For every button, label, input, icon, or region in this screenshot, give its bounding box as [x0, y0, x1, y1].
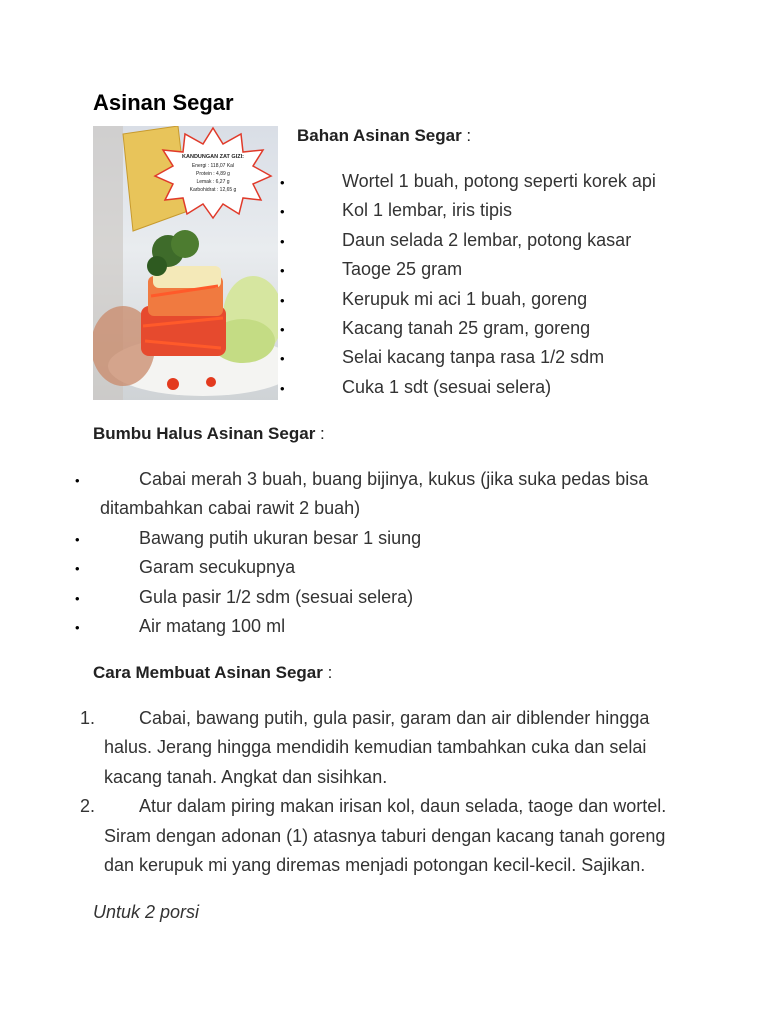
bahan-heading	[297, 126, 471, 146]
list-item-text: Gula pasir 1/2 sdm (sesuai selera)	[139, 586, 414, 607]
list-item-text: Air matang 100 ml	[139, 616, 286, 637]
step-item	[75, 792, 685, 880]
list-item	[75, 583, 675, 612]
list-item: • Kol 1 lembar, iris tipis	[280, 196, 700, 225]
list-item	[75, 612, 675, 641]
portion-note: Untuk 2 porsi	[93, 902, 200, 922]
cara-heading-text: Cara Membuat Asinan Segar	[93, 663, 323, 682]
list-item	[75, 553, 675, 582]
badge-line: Energi : 118,07 Kal	[191, 163, 235, 169]
badge-line: Protein : 4,89 g	[196, 171, 230, 177]
list-item: • Taoge 25 gram	[280, 255, 700, 284]
step-text: Cabai, bawang putih, gula pasir, garam dan air diblender hingga halus. Jerang hingga mendidih kemudian tambahkan cuka dan selai kacang tanah. Angkat dan sisihkan.	[104, 708, 650, 787]
bumbu-list	[75, 465, 675, 641]
badge-line: Lemak : 6,27 g	[196, 179, 230, 185]
badge-line: Karbohidrat : 12,65 g	[189, 187, 237, 193]
list-item: • Selai kacang tanpa rasa 1/2 sdm	[280, 343, 700, 372]
list-item	[75, 524, 675, 553]
ingredient-list	[280, 167, 700, 402]
list-item: • Cuka 1 sdt (sesuai selera)	[280, 373, 700, 402]
bahan-heading-text: Bahan Asinan Segar	[297, 126, 462, 145]
list-item-text: Bawang putih ukuran besar 1 siung	[139, 527, 422, 548]
bumbu-heading-colon: :	[315, 424, 325, 443]
badge-heading: KANDUNGAN ZAT GIZI:	[182, 154, 244, 160]
list-item: • Kerupuk mi aci 1 buah, goreng	[280, 285, 700, 314]
bumbu-heading	[93, 424, 325, 444]
bumbu-heading-text: Bumbu Halus Asinan Segar	[93, 424, 316, 443]
step-text: Atur dalam piring makan irisan kol, daun selada, taoge dan wortel. Siram dengan adonan (1) atasnya taburi dengan kacang tanah goreng dan kerupuk mi yang diremas menjadi potongan kecil-kecil. Sajikan.	[104, 796, 667, 876]
cara-heading	[93, 663, 332, 683]
step-item	[75, 704, 685, 792]
list-item-text: Garam secukupnya	[139, 557, 296, 578]
list-item-text: Cabai merah 3 buah, buang bijinya, kukus (jika suka pedas bisa ditambahkan cabai rawit 2 buah)	[100, 469, 649, 519]
bahan-heading-colon: :	[461, 126, 472, 145]
recipe-title: Asinan Segar	[93, 90, 234, 115]
steps-list	[75, 704, 685, 880]
list-item	[75, 465, 675, 524]
cara-heading-colon: :	[322, 663, 333, 682]
list-item: • Daun selada 2 lembar, potong kasar	[280, 226, 700, 255]
list-item: • Kacang tanah 25 gram, goreng	[280, 314, 700, 343]
recipe-photo	[93, 126, 278, 400]
step-number: 2.	[80, 796, 96, 817]
list-item: • Wortel 1 buah, potong seperti korek api	[280, 167, 700, 196]
step-number: 1.	[80, 708, 96, 728]
